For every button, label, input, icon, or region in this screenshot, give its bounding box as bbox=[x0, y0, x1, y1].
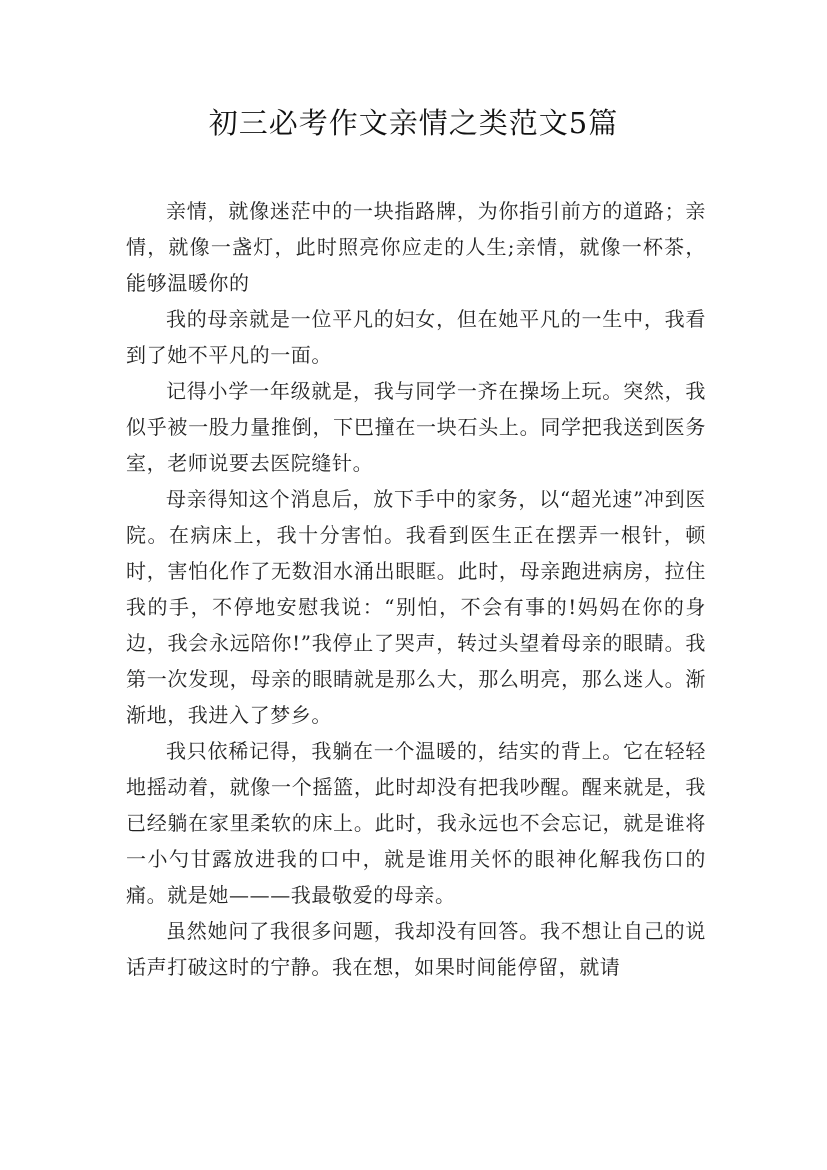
paragraph-3: 记得小学一年级就是，我与同学一齐在操场上玩。突然，我似乎被一股力量推倒，下巴撞在一块石头上。同学把我送到医务室，老师说要去医院缝针。 bbox=[126, 379, 706, 475]
document-body bbox=[126, 193, 706, 985]
paragraph-4: 母亲得知这个消息后，放下手中的家务，以“超光速”冲到医院。在病床上，我十分害怕。我看到医生正在摆弄一根针，顿时，害怕化作了无数泪水涌出眼眶。此时，母亲跑进病房，拉住我的手，不停地安慰我说：“别怕，不会有事的!妈妈在你的身边，我会永远陪你!”我停止了哭声，转过头望着母亲的眼睛。我第一次发现，母亲的眼睛就是那么大，那么明亮，那么迷人。渐渐地，我进入了梦乡。 bbox=[126, 487, 706, 727]
paragraph-2: 我的母亲就是一位平凡的妇女，但在她平凡的一生中，我看到了她不平凡的一面。 bbox=[126, 307, 706, 367]
paragraph-1: 亲情，就像迷茫中的一块指路牌，为你指引前方的道路；亲情，就像一盏灯，此时照亮你应走的人生;亲情，就像一杯茶，能够温暖你的 bbox=[126, 199, 706, 295]
paragraph-5: 我只依稀记得，我躺在一个温暖的，结实的背上。它在轻轻地摇动着，就像一个摇篮，此时却没有把我吵醒。醒来就是，我已经躺在家里柔软的床上。此时，我永远也不会忘记，就是谁将一小勺甘露放进我的口中，就是谁用关怀的眼神化解我伤口的痛。就是她———我最敬爱的母亲。 bbox=[126, 739, 706, 907]
document-title: 初三必考作文亲情之类范文5篇 bbox=[208, 106, 619, 140]
paragraph-6: 虽然她问了我很多问题，我却没有回答。我不想让自己的说话声打破这时的宁静。我在想，如果时间能停留，就请 bbox=[126, 919, 706, 979]
